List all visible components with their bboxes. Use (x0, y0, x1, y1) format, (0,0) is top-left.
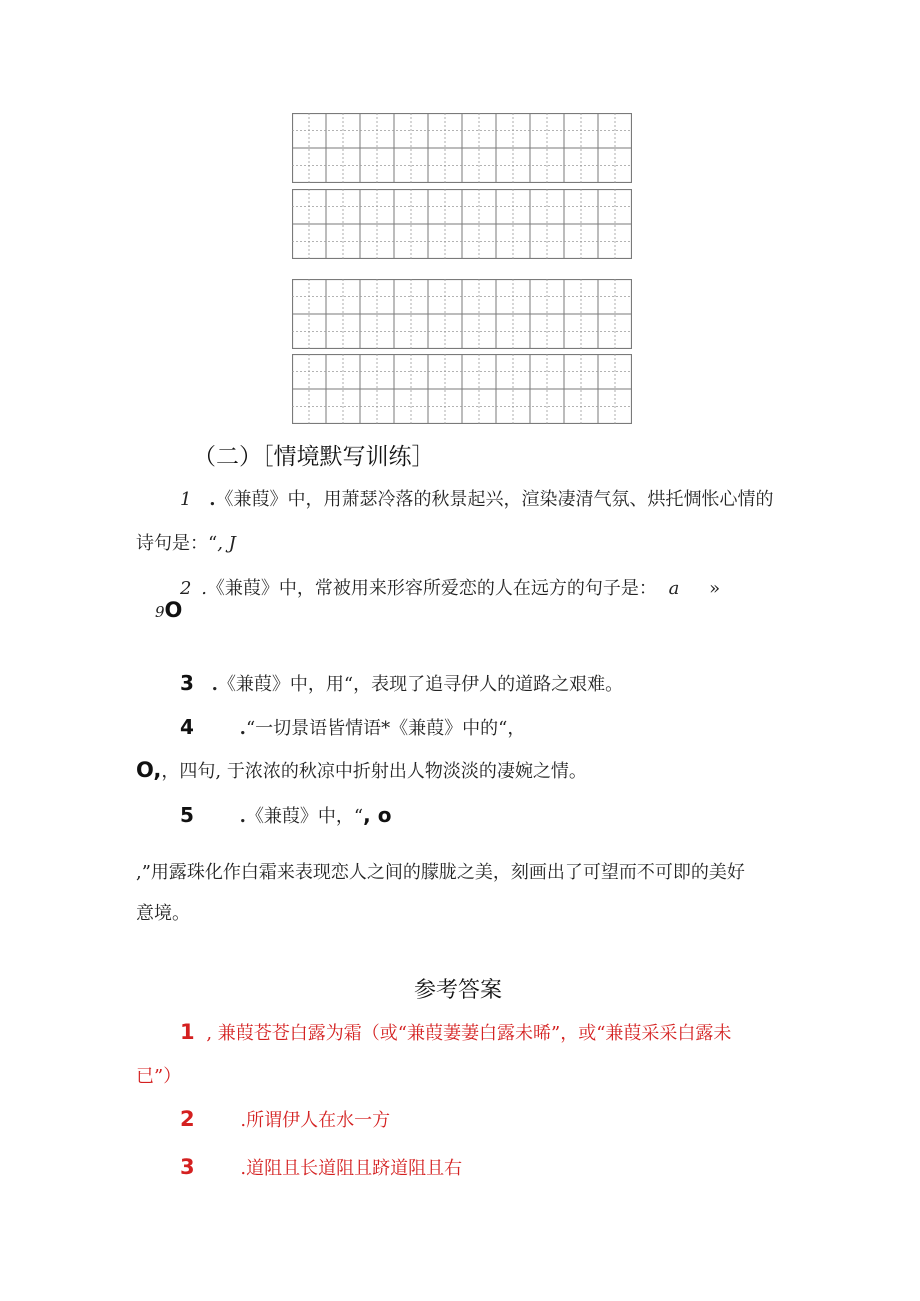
question-2 (180, 574, 720, 600)
answers-title: 参考答案 (414, 978, 503, 1003)
answer-blank: » (709, 578, 721, 599)
answer-text: .道阻且长道阻且跻道阻且右 (240, 1158, 463, 1179)
answer-text: .所谓伊人在水一方 (240, 1110, 391, 1131)
question-4-line-2 (136, 757, 587, 783)
question-number: 3 (180, 671, 194, 695)
question-text: ，四句, 于浓浓的秋凉中折射出人物淡淡的凄婉之情。 (161, 761, 587, 782)
question-text: “一切景语皆情语*《兼葭》中的“， (245, 718, 526, 739)
answer-number: 2 (180, 1107, 195, 1131)
question-text: 《兼葭》中，用“，表现了追寻伊人的道路之艰难。 (217, 674, 624, 695)
question-number: 5 (180, 803, 194, 827)
question-separator: . (209, 489, 216, 510)
answer-blank: a (668, 578, 680, 599)
question-number: 2 (180, 578, 192, 599)
question-5-line-3: 意境。 (136, 903, 190, 924)
question-number: 1 (180, 489, 192, 510)
question-1 (180, 485, 773, 511)
question-number: 4 (180, 715, 194, 739)
question-text: 《兼葭》中，常被用来形容所爱恋的人在远方的句子是： (206, 578, 657, 599)
question-2-line-2 (155, 598, 182, 622)
answer-2 (180, 1106, 390, 1132)
answer-blank: , J (217, 533, 236, 554)
answer-1 (180, 1019, 731, 1045)
section-title: （二）［情境默写训练］ (193, 444, 435, 470)
question-text: 诗句是：“ (136, 533, 218, 554)
question-text: 《兼葭》中，“ (245, 806, 364, 827)
question-5 (180, 802, 391, 828)
answer-blank: 9 (155, 603, 165, 621)
question-separator: . (239, 806, 246, 827)
question-separator: . (239, 718, 246, 739)
answer-3 (180, 1154, 462, 1180)
answer-blank: O (164, 598, 183, 622)
writing-grid-band-1 (292, 113, 632, 183)
writing-grid-band-4 (292, 354, 632, 424)
question-separator: . (201, 578, 207, 599)
question-1-line-2 (136, 529, 236, 555)
question-4 (180, 714, 525, 740)
question-text: 《兼葭》中，用萧瑟冷落的秋景起兴，渲染凄清气氛、烘托惆怅心情的 (215, 489, 774, 510)
answer-blank: , o (363, 803, 392, 827)
answer-number: 3 (180, 1155, 195, 1179)
answer-1-line-2: 已”） (136, 1066, 182, 1087)
writing-grid-band-2 (292, 189, 632, 259)
question-5-line-2: ,”用露珠化作白霜来表现恋人之间的朦胧之美，刻画出了可望而不可即的美好 (136, 862, 745, 883)
answer-number: 1 (180, 1020, 195, 1044)
answer-blank: O, (136, 758, 162, 782)
writing-grid-band-3 (292, 279, 632, 349)
answer-text: , 兼葭苍苍白露为霜（或“兼葭萋萋白露未晞”，或“兼葭采采白露未 (206, 1023, 732, 1044)
question-3 (180, 670, 623, 696)
question-separator: . (211, 674, 218, 695)
